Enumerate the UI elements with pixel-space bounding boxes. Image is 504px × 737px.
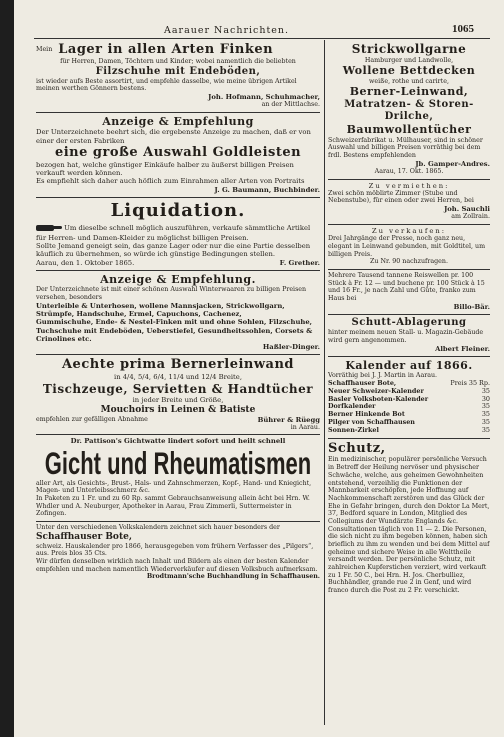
ad-big: Schaffhauser Bote, — [36, 531, 132, 542]
ad-line3: weiße, rothe und carirte, — [369, 77, 449, 85]
ad-headline: Liquidation. — [110, 199, 246, 221]
ad-text: schweiz. Hauskalender pro 1866, herausgegeben vom frühern Verfasser des „Pilgers“, aus. Preis blos 35 Cts. — [36, 542, 314, 558]
ad-text: Zwei schön möblirte Zimmer (Stube und Nebenstube), für einen oder zwei Herren, bei — [328, 189, 474, 205]
ad-text: bezogen hat, welche günstiger Einkäufe halber zu äußerst billigen Preisen verkauft werden können. — [36, 160, 294, 178]
calendar-name: Neuer Schweizer-Kalender — [328, 386, 424, 395]
ad-headline: Lager in allen Arten Finken — [58, 42, 274, 57]
ad-headline: Schutt-Ablagerung — [351, 317, 467, 329]
page-header — [14, 3, 504, 36]
ad-schutt — [328, 315, 490, 357]
ad-text2: In Paketen zu 1 Fr. und zu 60 Rp. sammt Gebrauchsanweisung allein ächt bei Hrn. W. Whdler und A. Neuburger, Apotheker in Aarau, Frau Zimmerli, Suttermeister in Zofingen. — [36, 495, 310, 518]
calendar-price: 35 — [481, 402, 490, 411]
calendar-row — [328, 427, 490, 435]
newspaper-page — [14, 0, 504, 737]
ad-intro: Vorräthig bei J. J. Martin in Aarau. — [328, 372, 438, 380]
ad-place: in Aarau. — [290, 423, 320, 431]
ad-text: Schweizerfabrikat u. Mülhauser, sind in schöner Auswahl und billigen Preisen vorräthig bei dem frdl. Bestens empfehlenden — [328, 136, 483, 159]
ad-line6: Baumwollentücher — [346, 123, 472, 137]
ad-schaffhauser-bote — [36, 522, 320, 584]
ad-headline: Zu vermiethen: — [368, 181, 450, 190]
ad-signer: Joh. Hofmann, Schuhmacher, — [208, 93, 320, 102]
ad-reiswellen — [328, 270, 490, 315]
ad-signer: Joh. Sauchli — [444, 205, 490, 214]
calendar-name: Dorfkalender — [328, 402, 376, 411]
ad-widths: in 4/4, 5/4, 6/4, 11/4 und 12/4 Breite, — [114, 373, 242, 382]
calendar-price: 35 — [481, 386, 490, 395]
calendar-name: Schaffhauser Bote, — [328, 378, 397, 387]
ad-text2: Es empfiehlt sich daher auch höflich zum Einrahmen aller Arten von Portraits — [36, 177, 305, 186]
ad-pre-sign: empfehlen zur gefälligen Abnahme — [36, 415, 148, 423]
ad-signer: Albert Fleiner. — [435, 344, 490, 353]
ad-intro: Unter den verschiedenen Volkskalendern zeichnet sich hauer besonders der — [36, 524, 280, 532]
ad-headline: Schutz, — [328, 440, 386, 456]
ad-product: Filzschuhe mit Endeböden, — [95, 65, 261, 77]
ad-signer: Bührer & Rüegg — [257, 415, 320, 424]
ad-line4: Mouchoirs in Leinen & Batiste — [100, 404, 256, 415]
ad-intro: Dr. Pattison's Gichtwatte lindert sofort und heilt schnell — [70, 437, 286, 446]
ad-signer: F. Grether. — [279, 258, 320, 267]
ad-line3: in jeder Breite und Größe, — [132, 396, 224, 405]
ad-goldleisten — [36, 113, 320, 198]
calendar-price: 30 — [481, 394, 490, 403]
column-divider — [324, 40, 325, 725]
ad-winterwaaren — [36, 271, 320, 355]
ad-signer: Brodtmann'sche Buchhandlung in Schaffhausen. — [146, 573, 320, 581]
ad-schutz — [328, 439, 490, 598]
calendar-name: Pilger von Schaffhausen — [328, 418, 415, 426]
ad-text: Um dieselbe schnell möglich auszuführen, verkaufe sämmtliche Artikel für Herren- und Damen-Kleider zu möglichst billigen Preisen. — [36, 223, 311, 242]
right-column — [328, 40, 490, 598]
running-title: Aarauer Nachrichten. — [164, 25, 290, 36]
calendar-name: Sonnen-Zirkel — [328, 425, 379, 434]
calendar-name: Basler Volksboten-Kalender — [328, 394, 429, 403]
calendar-price: Preis 35 Rp. — [450, 378, 490, 387]
ad-date: Aarau, den 1. Oktober 1865. — [36, 258, 135, 267]
ad-line2: Tischzeuge, Servietten & Handtücher — [42, 381, 314, 396]
ad-gichtwatte — [36, 435, 320, 522]
ad-headline: Strickwollgarne — [351, 42, 467, 56]
ad-text: ist wieder aufs Beste assortirt, und empfehle dasselbe, wie meine übrigen Artikel meinen werthen Gönnern bestens. — [36, 77, 297, 93]
ad-headline: Kalender auf 1866. — [345, 358, 473, 372]
ad-liquidation — [36, 198, 320, 271]
ad-text: Ein medizinischer, populärer persönliche Versuch in Betreff der Heilung nervöser und physischer Schwäche, welche, aus geheimen Gewohnheiten entstehend, verzeihlig die Funktionen der Mannbarkeit erschöpfen, jede Hoffnung auf Nachkommenschaft zerstören und das Glück der Ehe in Gefahr bringen, durch den Doktor La Mert, 37, Bedford square in London, Mitglied des Collegiums der Wundärzte Englands &c. — [328, 456, 490, 525]
calendar-price: 35 — [481, 410, 490, 419]
ad-signer: Jb. Gamper-Andres. — [415, 159, 490, 168]
ad-headline: Anzeige & Empfehlung. — [100, 273, 256, 287]
ad-finken — [36, 40, 320, 113]
ad-sub: für Herren, Damen, Töchtern und Kinder; wobei namentlich die beliebten — [60, 57, 296, 65]
ad-bernerleinwand — [36, 355, 320, 435]
ad-text2: Sollte Jemand geneigt sein, das ganze Lager oder nur die eine Partie desselben käuflich zu übernehmen, so würde ich günstige Bedingungen stellen. — [36, 242, 311, 259]
header-rule — [34, 38, 490, 39]
ad-headline: Anzeige & Empfehlung — [102, 115, 254, 129]
ad-line4: Berner-Leinwand, — [349, 85, 469, 99]
ad-zu-verkaufen — [328, 225, 490, 270]
ad-signer: J. G. Baumann, Buchbinder. — [214, 185, 320, 194]
ad-sub: Hamburger und Landwolle, — [364, 56, 454, 64]
ad-date: Aarau, 17. Okt. 1865. — [374, 167, 444, 175]
ad-text: Drei Jahrgänge der Presse, noch ganz neu, elegant in Leinwand gebunden, mit Goldtitel, um billigen Preis. — [328, 235, 486, 258]
ad-ref: Zu Nr. 90 nachzufragen. — [370, 258, 448, 266]
ad-goods2: Gummischuhe, Ende- & Nestel-Finken mit und ohne Sohlen, Filzschuhe, Tuchschuhe mit Endeböden, Ueberstiefel, Gesundheitssohlen, Corsets & Crinolines etc. — [36, 318, 313, 343]
ad-big: eine große Auswahl Goldleisten — [54, 144, 302, 160]
ad-headline: Zu verkaufen: — [371, 227, 447, 236]
ad-text: aller Art, als Gesichts-, Brust-, Hals- und Zahnschmerzen, Kopf-, Hand- und Kniegicht, Magen- und Unterleibsschmerz &c. — [36, 479, 312, 495]
ad-zu-vermiethen — [328, 180, 490, 226]
ad-intro: Der Unterzeichnete ist mit einer schönen Auswahl Winterwaaren zu billigen Preisen versehen, besonders — [36, 286, 307, 302]
ad-headline: Aechte prima Bernerleinwand — [61, 357, 295, 373]
ad-strickwollgarne — [328, 40, 490, 180]
ad-signer: Billo-Bär. — [453, 302, 490, 311]
ad-kalender — [328, 357, 490, 439]
calendar-price: 35 — [481, 425, 490, 434]
ad-place: am Zollrain. — [451, 213, 490, 221]
left-column — [36, 40, 320, 584]
ad-signer: Haßler-Dinger. — [262, 343, 320, 352]
page-number: 1065 — [452, 23, 474, 35]
ad-text2: Wir dürfen denselben wirklich nach Inhalt und Bildern als einen der besten Kalender empfehlen und machen namentlich Wiederverkäufer auf diesen Volksbuch aufmerksam. — [36, 558, 318, 573]
ad-goods: Unterleible & Unterhosen, wollene Mannsjacken, Strickwollgarn, Strümpfe, Handschuhe, Ermel, Capuchons, Cachenez, — [36, 301, 285, 319]
ad-text: Mehrere Tausend tannene Reiswellen pr. 100 Stück à Fr. 12 — und buchene pr. 100 Stück à 15 und 16 Fr., je nach Zahl und Güte, franko zum Haus bei — [328, 272, 485, 303]
calendar-name: Berner Hinkende Bot — [328, 410, 405, 419]
ad-text2: Consultationen täglich von 11 — 2. Die Personen, die sich nicht zu ihm begeben können, haben sich brieflich zu ihm zu wenden und bei dem Mittel auf geheime und sichere Weise in alle Welttheile versandt werden. Der persönliche Schutz, mit zahlreichen Kupferstichen verziert, wird verkauft zu 1 Fr. 50 C., bei Hrn. H. Jos. Cherbulliez, Buchhändler, grande rue 2 in Genf, und wird franco durch die Post zu 2 Fr. verschickt. — [328, 525, 490, 594]
ad-intro: Der Unterzeichnete beehrt sich, die ergebenste Anzeige zu machen, daß er von einer der ersten Fabriken — [36, 128, 311, 145]
calendar-price-list — [328, 380, 490, 435]
pointing-hand-icon — [36, 222, 62, 234]
ad-signer-address: an der Mittlachse. — [261, 101, 320, 109]
ad-headline: Gicht und Rheumatismen — [44, 444, 312, 482]
ad-pre: Mein — [36, 46, 53, 54]
ad-line5: Matratzen- & Storen-Drilche, — [344, 98, 474, 122]
ad-text: hinter meinem neuen Stall- u. Magazin-Gebäude wird gern angenommen. — [328, 329, 484, 344]
calendar-price: 35 — [481, 418, 490, 426]
ad-line2: Wollene Bettdecken — [342, 64, 476, 78]
